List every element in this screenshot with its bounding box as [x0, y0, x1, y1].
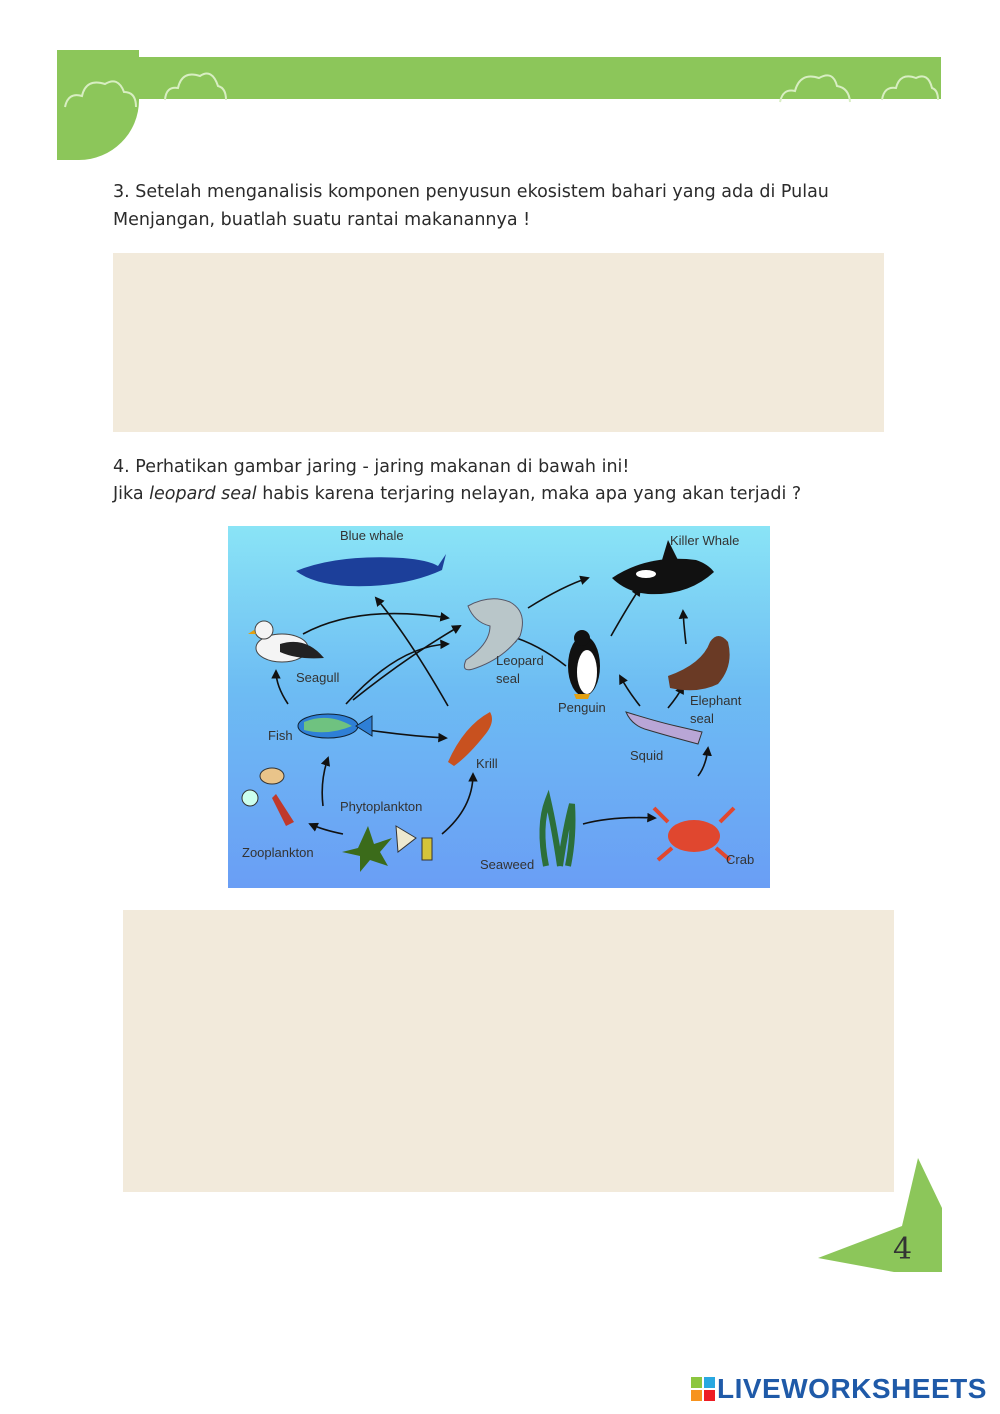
- label-seagull: Seagull: [296, 670, 340, 685]
- label-blue-whale: Blue whale: [340, 528, 404, 543]
- label-leopard-seal-1: Leopard: [496, 653, 544, 668]
- label-crab: Crab: [726, 852, 755, 867]
- answer-box-question-4[interactable]: [123, 910, 894, 1192]
- label-fish: Fish: [268, 728, 293, 743]
- label-leopard-seal-2: seal: [496, 671, 520, 686]
- question-4-text: [113, 454, 893, 508]
- seagull-icon: [248, 621, 324, 662]
- label-krill: Krill: [476, 756, 498, 771]
- question-4-italic-term: leopard seal: [149, 484, 257, 504]
- page-number: 4: [893, 1232, 913, 1267]
- label-squid: Squid: [630, 748, 664, 763]
- killer-whale-icon: [612, 540, 714, 594]
- label-zooplankton: Zooplankton: [242, 845, 314, 860]
- brand-watermark: [691, 1373, 987, 1405]
- brand-name: LIVEWORKSHEETS: [717, 1373, 987, 1404]
- label-elephant-seal-1: Elephant: [690, 693, 742, 708]
- label-killer-whale: Killer Whale: [670, 533, 740, 548]
- elephant-seal-icon: [668, 636, 730, 690]
- crab-icon: [654, 808, 734, 860]
- question-4-line-1: 4. Perhatikan gambar jaring - jaring makanan di bawah ini!: [113, 457, 630, 477]
- seaweed-icon: [542, 800, 572, 866]
- question-4-line-2-prefix: Jika: [113, 484, 150, 504]
- label-seaweed: Seaweed: [480, 857, 535, 872]
- label-phytoplankton: Phytoplankton: [340, 799, 423, 814]
- liveworksheets-logo-icon: [691, 1377, 715, 1401]
- label-penguin: Penguin: [558, 700, 606, 715]
- cloud-icon: [60, 72, 140, 112]
- label-elephant-seal-2: seal: [690, 711, 714, 726]
- zooplankton-icon: [242, 768, 294, 826]
- page-corner-shape: [818, 1158, 942, 1272]
- food-web-drawing: [228, 526, 770, 888]
- blue-whale-icon: [296, 554, 446, 586]
- question-4-line-2-suffix: habis karena terjaring nelayan, maka apa yang akan terjadi ?: [256, 484, 802, 504]
- cloud-icon: [160, 60, 230, 105]
- cloud-icon: [878, 66, 940, 106]
- question-3-text: 3. Setelah menganalisis komponen penyusun ekosistem bahari yang ada di Pulau Menjangan, buatlah suatu rantai makanannya !: [113, 182, 829, 230]
- answer-box-question-3[interactable]: [113, 253, 884, 432]
- phytoplankton-icon: [342, 826, 432, 872]
- cloud-icon: [775, 66, 855, 106]
- food-web-diagram: [228, 526, 770, 888]
- fish-icon: [298, 714, 372, 738]
- penguin-icon: [568, 630, 600, 699]
